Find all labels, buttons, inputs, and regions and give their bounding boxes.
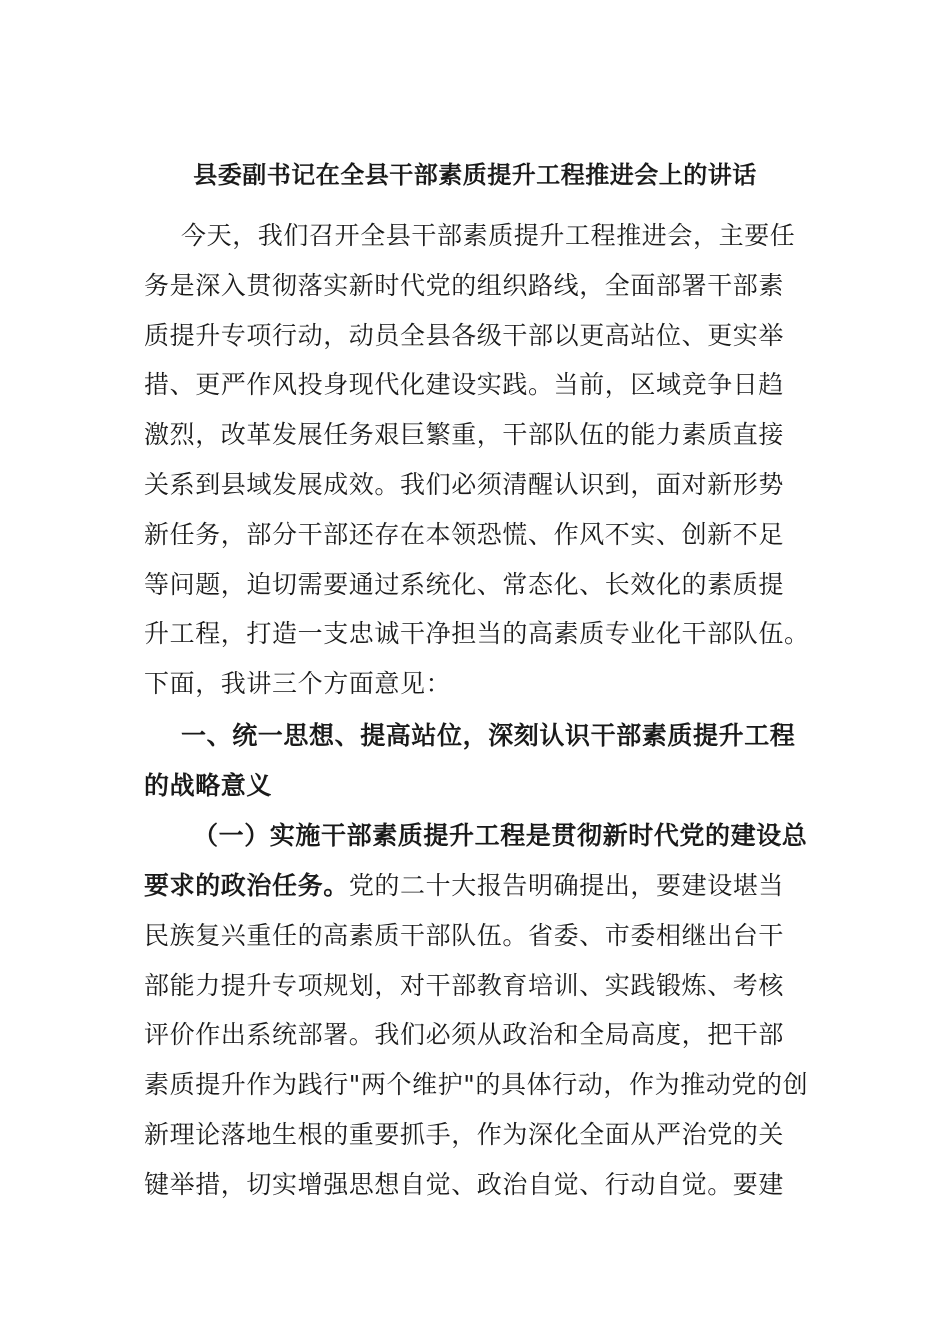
paragraph-line: 激烈，改革发展任务艰巨繁重，干部队伍的能力素质直接 bbox=[144, 420, 785, 449]
subsection-heading: （一）实施干部素质提升工程是贯彻新时代党的建设总 bbox=[193, 821, 808, 850]
paragraph-line: 民族复兴重任的高素质干部队伍。省委、市委相继出台干 bbox=[144, 921, 785, 950]
paragraph-line: 部能力提升专项规划，对干部教育培训、实践锻炼、考核 bbox=[144, 971, 785, 1000]
paragraph-line: 措、更严作风投身现代化建设实践。当前，区域竞争日趋 bbox=[144, 370, 785, 399]
paragraph-line: 质提升专项行动，动员全县各级干部以更高站位、更实举 bbox=[144, 321, 785, 350]
paragraph-line: 新任务，部分干部还存在本领恐慌、作风不实、创新不足 bbox=[144, 520, 785, 549]
paragraph-line: 新理论落地生根的重要抓手，作为深化全面从严治党的关 bbox=[144, 1120, 785, 1149]
section-heading: 的战略意义 bbox=[144, 771, 273, 800]
paragraph-line: 务是深入贯彻落实新时代党的组织路线，全面部署干部素 bbox=[144, 271, 785, 300]
paragraph-line: 素质提升作为践行"两个维护"的具体行动，作为推动党的创 bbox=[144, 1070, 809, 1099]
paragraph-line: 等问题，迫切需要通过系统化、常态化、长效化的素质提 bbox=[144, 570, 785, 599]
paragraph-text: 党的二十大报告明确提出，要建设堪当 bbox=[348, 871, 785, 900]
paragraph-line bbox=[144, 866, 784, 906]
paragraph-line: 今天，我们召开全县干部素质提升工程推进会，主要任 bbox=[181, 221, 796, 250]
document-title: 县委副书记在全县干部素质提升工程推进会上的讲话 bbox=[193, 161, 757, 189]
section-heading: 一、统一思想、提高站位，深刻认识干部素质提升工程 bbox=[181, 721, 796, 750]
paragraph-line: 升工程，打造一支忠诚干净担当的高素质专业化干部队伍。 bbox=[144, 619, 810, 648]
paragraph-line: 下面，我讲三个方面意见： bbox=[144, 669, 452, 698]
paragraph-line: 评价作出系统部署。我们必须从政治和全局高度，把干部 bbox=[144, 1020, 785, 1049]
paragraph-line: 键举措，切实增强思想自觉、政治自觉、行动自觉。要建 bbox=[144, 1170, 785, 1199]
paragraph-line: 关系到县域发展成效。我们必须清醒认识到，面对新形势 bbox=[144, 470, 785, 499]
subsection-heading-tail: 要求的政治任务。 bbox=[144, 871, 349, 900]
